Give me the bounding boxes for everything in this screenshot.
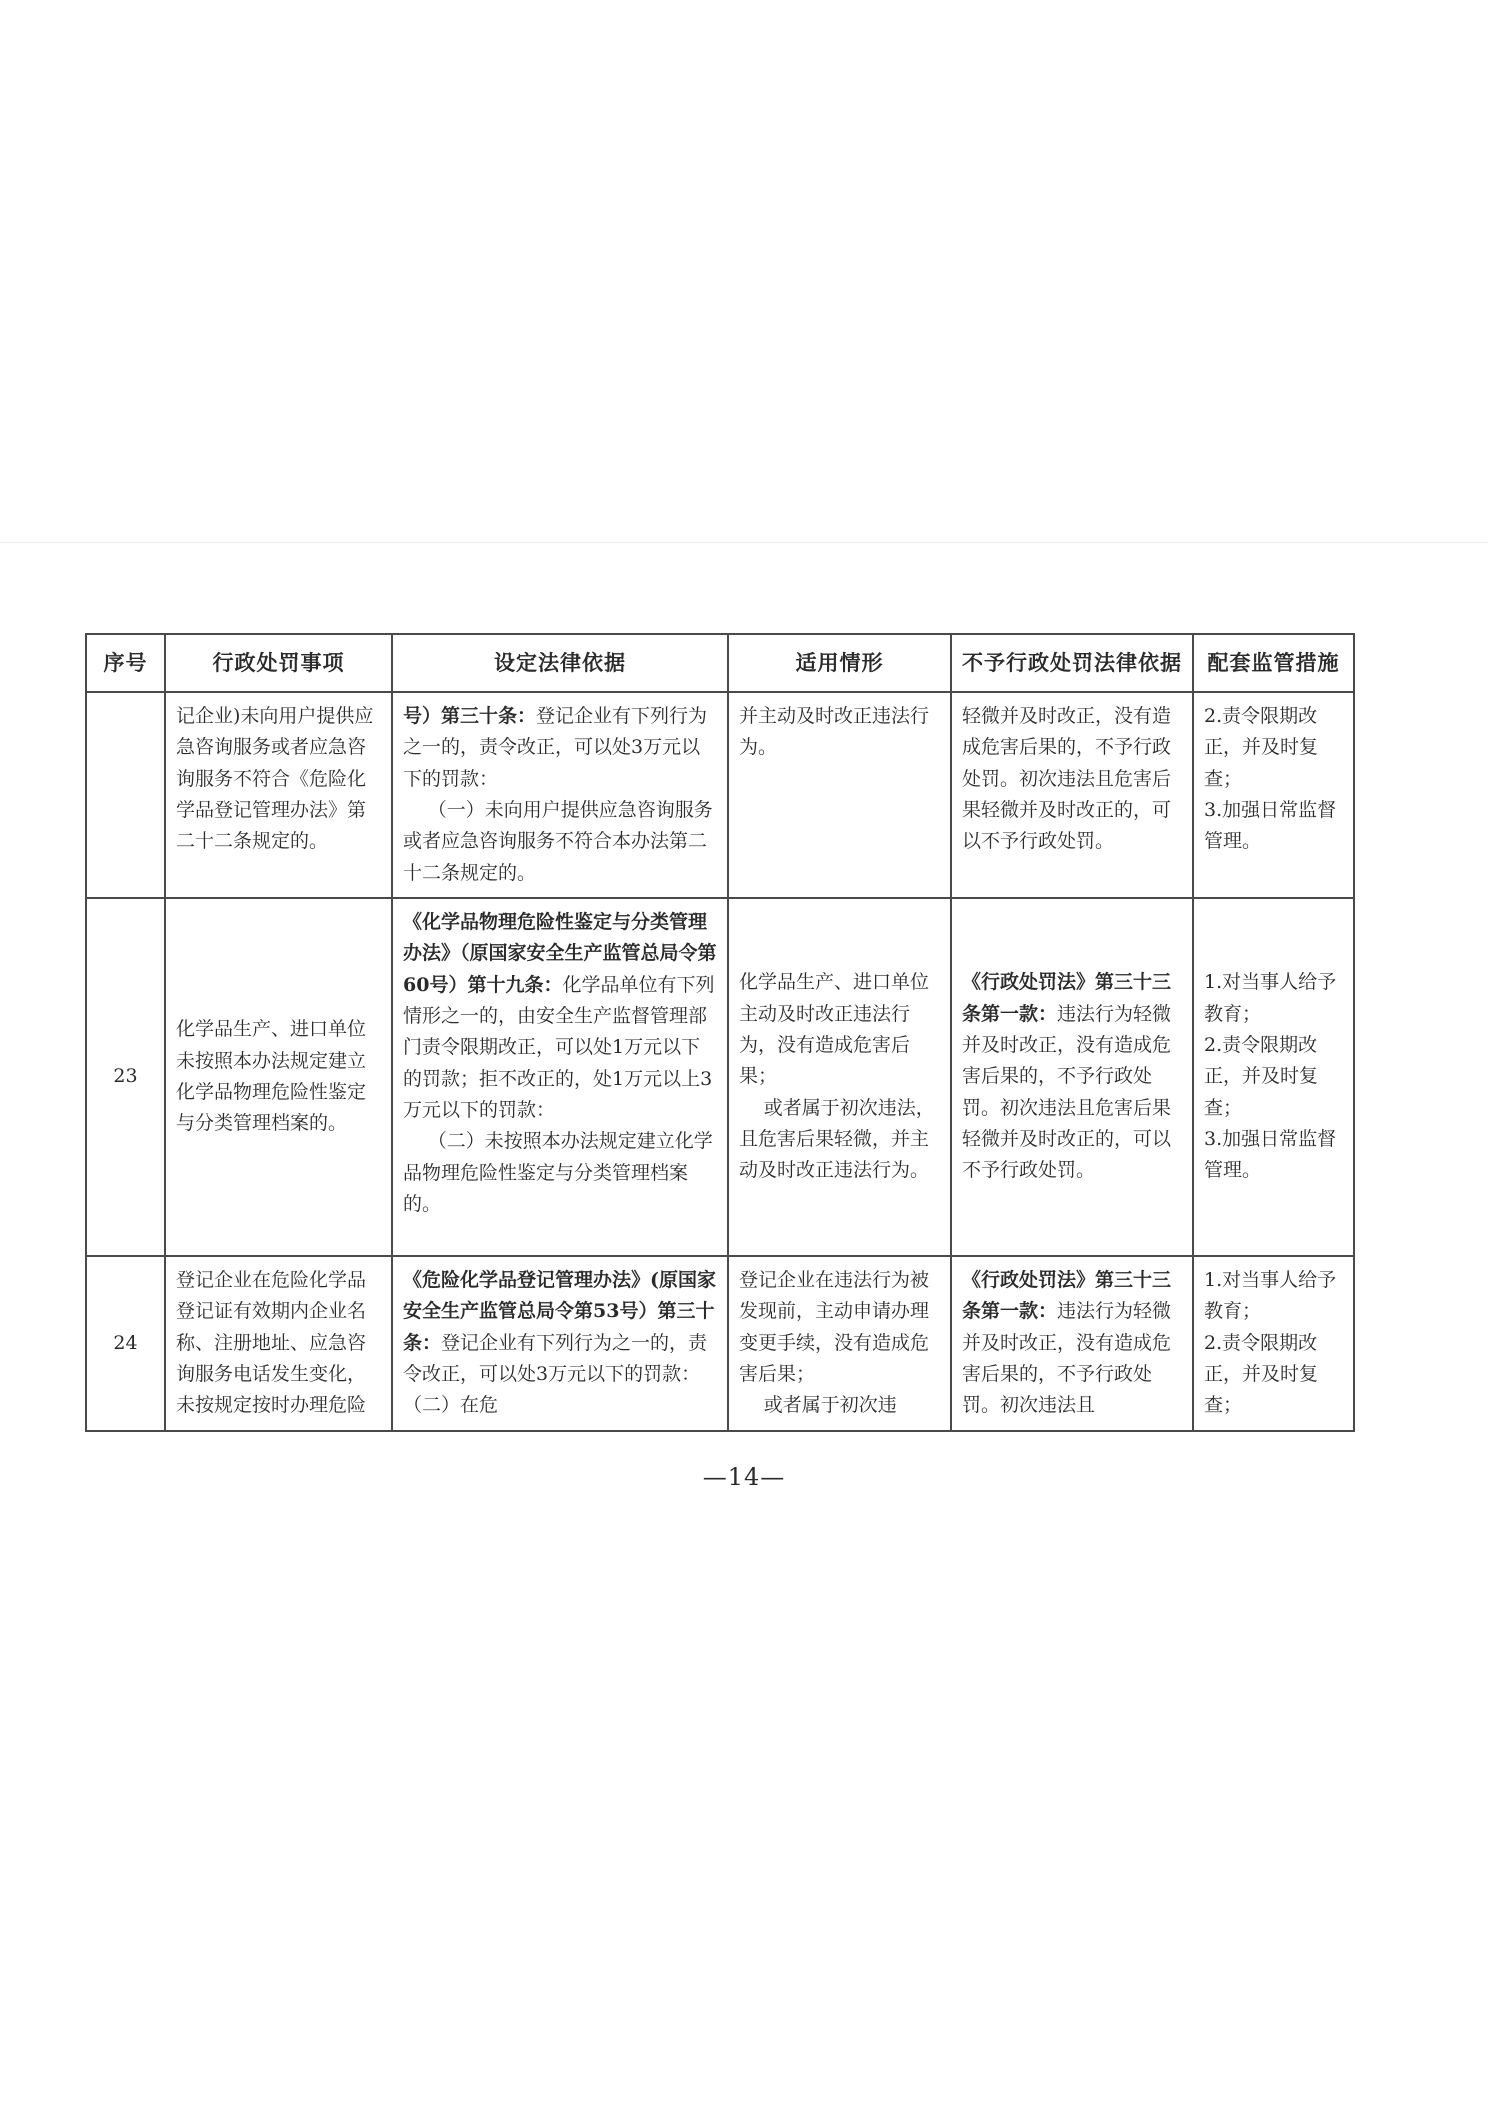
header-exemption-basis: 不予行政处罚法律依据: [951, 634, 1193, 692]
legal-basis-lead: 《危险化学品登记管理办法》(原国家安全生产监管总局令第53号）第三十条：: [403, 1269, 716, 1354]
applicable-case-alt: 或者属于初次违法，且危害后果轻微，并主动及时改正违法行为。: [739, 1096, 935, 1182]
legal-basis-body: 登记企业有下列行为之一的，责令改正，可以处3万元以下的罚款：（二）在危: [403, 1331, 708, 1417]
penalty-item-text: 登记企业在危险化学品登记证有效期内企业名称、注册地址、应急咨询服务电话发生变化，未按规定按时办理危险: [176, 1269, 367, 1417]
legal-basis-cell: [392, 898, 728, 1256]
legal-basis-lead: 号）第三十条：: [403, 705, 537, 727]
legal-basis-clause: （一）未向用户提供应急咨询服务或者应急咨询服务不符合本办法第二十二条规定的。: [403, 799, 713, 884]
legal-basis-clause: （二）未按照本办法规定建立化学品物理危险性鉴定与分类管理档案的。: [403, 1130, 713, 1216]
table-row: [86, 898, 1354, 1256]
applicable-case-text: 化学品生产、进口单位主动及时改正违法行为，没有造成危害后果；: [739, 971, 930, 1088]
exemption-basis-lead: 《行政处罚法》第三十三条第一款：: [962, 1269, 1172, 1323]
legal-basis-cell: [392, 1256, 728, 1431]
supervision-measures-cell: [1193, 898, 1354, 1256]
legal-basis-text: [403, 907, 717, 1126]
measure-item: 3.加强日常监督管理。: [1204, 799, 1337, 853]
header-supervision-measures: 配套监管措施: [1193, 634, 1354, 692]
legal-basis-cell: [392, 692, 728, 898]
legal-basis-lead: 《化学品物理危险性鉴定与分类管理办法》（原国家安全生产监管总局令第60号）第十九条：: [403, 911, 717, 996]
applicable-case-cell: [728, 692, 951, 898]
header-legal-basis: 设定法律依据: [392, 634, 728, 692]
legal-basis-text: [403, 701, 717, 795]
page-number: —14—: [702, 1463, 786, 1491]
measure-item: 2.责令限期改正，并及时复查；: [1204, 1034, 1319, 1119]
exemption-basis-text: [962, 701, 1182, 858]
penalty-item-cell: [165, 898, 392, 1256]
legal-basis-body: 化学品单位有下列情形之一的，由安全生产监督管理部门责令限期改正，可以处1万元以下的罚款；拒不改正的，处1万元以上3万元以下的罚款：: [403, 973, 715, 1122]
header-serial-number: 序号: [86, 634, 165, 692]
measure-item: 1.对当事人给予教育；: [1204, 971, 1337, 1025]
exemption-basis-text: [962, 1265, 1182, 1422]
applicable-case-cell: [728, 898, 951, 1256]
legal-basis-text: [403, 1265, 717, 1422]
exemption-basis-cell: [951, 692, 1193, 898]
applicable-case-cell: [728, 1256, 951, 1431]
exemption-basis-cell: [951, 898, 1193, 1256]
supervision-measures-cell: [1193, 1256, 1354, 1431]
table-row: [86, 692, 1354, 898]
exemption-basis-cell: [951, 1256, 1193, 1431]
penalty-item-text: 化学品生产、进口单位未按照本办法规定建立化学品物理危险性鉴定与分类管理档案的。: [176, 1018, 367, 1135]
serial-number-cell: [86, 692, 165, 898]
supervision-measures-cell: [1193, 692, 1354, 898]
exemption-basis-lead: 《行政处罚法》第三十三条第一款：: [962, 971, 1172, 1025]
table-row: [86, 1256, 1354, 1431]
scan-edge-line: [0, 542, 1488, 543]
header-penalty-item: 行政处罚事项: [165, 634, 392, 692]
penalty-item-cell: [165, 692, 392, 898]
penalty-item-cell: [165, 1256, 392, 1431]
serial-number-cell: 23: [86, 898, 165, 1256]
exemption-basis-body: 违法行为轻微并及时改正，没有造成危害后果的，不予行政处罚。初次违法且: [962, 1300, 1172, 1417]
exemption-basis-body: 轻微并及时改正，没有造成危害后果的，不予行政处罚。初次违法且危害后果轻微并及时改正的，可以不予行政处罚。: [962, 705, 1172, 853]
exemption-basis-text: [962, 967, 1182, 1186]
measure-item: 2.责令限期改正，并及时复查；: [1204, 1331, 1319, 1417]
measure-item: 3.加强日常监督管理。: [1204, 1128, 1337, 1182]
applicable-case-text: 登记企业在违法行为被发现前，主动申请办理变更手续，没有造成危害后果；: [739, 1269, 930, 1386]
legal-basis-body: 登记企业有下列行为之一的，责令改正，可以处3万元以下的罚款：: [403, 705, 708, 790]
measure-item: 1.对当事人给予教育；: [1204, 1269, 1337, 1323]
penalty-item-text: 记企业)未向用户提供应急咨询服务或者应急咨询服务不符合《危险化学品登记管理办法》第二十二条规定的。: [176, 705, 374, 853]
measure-item: 2.责令限期改正，并及时复查；: [1204, 705, 1319, 790]
applicable-case-alt: 或者属于初次违: [763, 1394, 897, 1417]
table-header-row: [86, 634, 1354, 692]
header-applicable-case: 适用情形: [728, 634, 951, 692]
penalty-table: [85, 633, 1355, 1432]
applicable-case-text: 并主动及时改正违法行为。: [739, 705, 930, 759]
exemption-basis-body: 违法行为轻微并及时改正，没有造成危害后果的，不予行政处罚。初次违法且危害后果轻微并及时改正的，可以不予行政处罚。: [962, 1002, 1172, 1182]
serial-number-cell: 24: [86, 1256, 165, 1431]
